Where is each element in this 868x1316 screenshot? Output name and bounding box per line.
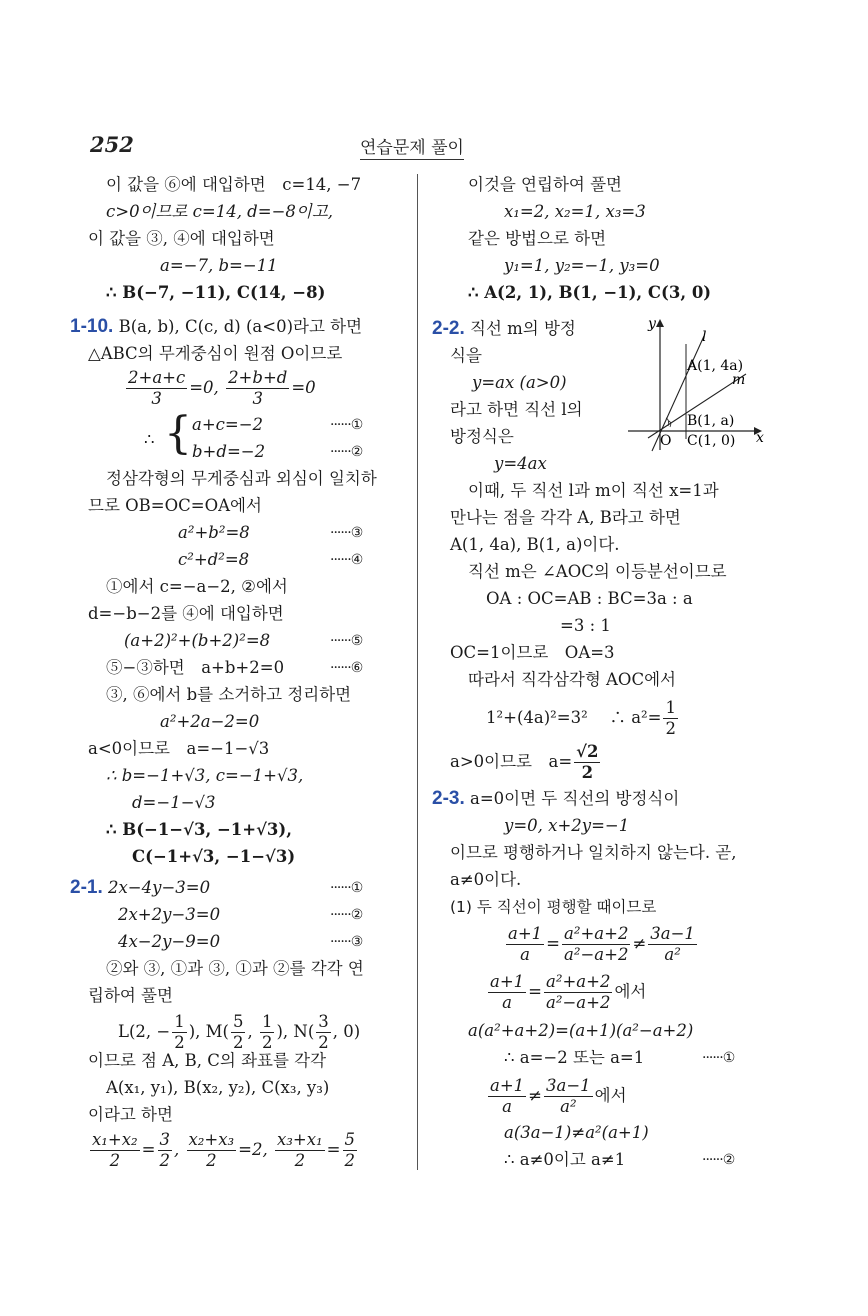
eq-ref: ······④ — [330, 552, 363, 568]
text-line: OC=1이므로 OA=3 — [450, 643, 615, 662]
fraction-equation: $\frac{a+1}{a}$ = $\frac{\text{a²+a+2}}{\text{a²−a+2}}$ 에서 — [490, 972, 647, 1012]
point-c-label: C(1, 0) — [687, 433, 736, 449]
page-title: 연습문제 풀이 — [360, 133, 464, 160]
math-line: y=4ax — [494, 454, 547, 473]
text-line: 만나는 점을 각각 A, B라고 하면 — [450, 508, 681, 527]
text-line: B(a, b), C(c, d) (a<0)라고 하면 — [118, 317, 363, 336]
answer-line: ∴ A(2, 1), B(1, −1), C(3, 0) — [468, 283, 712, 302]
fraction-equation: $\frac{a+1}{a}$ ≠ $\frac{3a-1}{\text{a²}}$ 에서 — [490, 1076, 627, 1116]
text-line: △ABC의 무게중심이 원점 O이므로 — [88, 344, 343, 363]
math-line: x₁=2, x₂=1, x₃=3 — [504, 202, 646, 221]
eq-ref: ······⑤ — [330, 633, 363, 649]
problem-number: 1-10. — [70, 316, 114, 337]
math-line: c²+d²=8 — [178, 550, 250, 569]
math-line: a(3a−1)≠a²(a+1) — [504, 1123, 649, 1142]
text-line: 정삼각형의 무게중심과 외심이 일치하 — [106, 469, 377, 488]
page-number: 252 — [90, 132, 134, 157]
text-line: 이라고 하면 — [88, 1105, 173, 1124]
math-line: a²+b²=8 — [178, 523, 250, 542]
answer-line: ∴ B(−1−√3, −1+√3), — [106, 820, 292, 839]
x-axis-label: x — [756, 430, 764, 446]
text-line: ⑤−③하면 a+b+2=0 — [106, 658, 285, 677]
origin-label: O — [660, 433, 672, 449]
math-line: y₁=1, y₂=−1, y₃=0 — [504, 256, 660, 275]
text-line: ②와 ③, ①과 ③, ①과 ②를 각각 연 — [106, 959, 364, 978]
math-line: a=−7, b=−11 — [160, 256, 278, 275]
answer-line: C(−1+√3, −1−√3) — [132, 847, 296, 866]
math-line: 1²+(4a)²=3² ∴ a²= $\frac{1}{2}$ — [486, 698, 676, 738]
fraction: $\frac{2+a+c}{3}$ — [128, 368, 186, 408]
line-l-label: l — [702, 329, 707, 345]
text-line: 라고 하면 직선 l의 — [450, 400, 583, 419]
answer-line: ∴ B(−7, −11), C(14, −8) — [106, 283, 326, 302]
text-line: 이 값을 ③, ④에 대입하면 — [88, 229, 275, 248]
fraction: $\frac{3}{2}$ — [318, 1012, 329, 1052]
midpoint-line: L(2, − $\frac{1}{2}$ ), M( $\frac{5}{2}$ , $\frac{1}{2}$ ), N( $\frac{3}{2}$ , 0) — [118, 1012, 361, 1052]
math-line: 2x−4y−3=0 — [108, 878, 211, 897]
math-line: =3 : 1 — [560, 616, 611, 635]
eq-ref: ······③ — [330, 934, 363, 950]
math-line: y=ax (a>0) — [472, 373, 567, 392]
problem-number: 2-1. — [70, 877, 103, 898]
text-line: a=0이면 두 직선의 방정식이 — [470, 789, 680, 808]
fraction-equation: $\frac{\text{x₁+x₂}}{2}$ = $\frac{3}{2}$ , $\frac{\text{x₂+x₃}}{2}$ =2, $\frac{\text{x₃+x₁}}{2}$ = $\frac{5}{2}$ — [92, 1130, 355, 1170]
text-line: 므로 OB=OC=OA에서 — [88, 496, 262, 515]
text-line: 방정식은 — [450, 427, 514, 446]
text-line: a≠0이다. — [450, 870, 522, 889]
text-line: A(1, 4a), B(1, a)이다. — [450, 535, 620, 554]
text-line: 이 값을 ⑥에 대입하면 c=14, −7 — [106, 175, 362, 194]
math-line: d=−1−√3 — [132, 793, 216, 812]
math-line: (a+2)²+(b+2)²=8 — [124, 631, 271, 650]
fraction: $\frac{1}{2}$ — [261, 1012, 273, 1052]
text-line: a<0이므로 a=−1−√3 — [88, 739, 270, 758]
y-axis-label: y — [648, 316, 656, 332]
fraction: $\frac{2+b+d}{3}$ — [228, 368, 288, 408]
math-line: A(x₁, y₁), B(x₂, y₂), C(x₃, y₃) — [106, 1078, 330, 1097]
math-line: ∴ b=−1+√3, c=−1+√3, — [106, 766, 304, 785]
text-line: 식을 — [450, 346, 482, 365]
fraction: $\frac{1}{2}$ — [174, 1012, 185, 1052]
point-b-label: B(1, a) — [687, 413, 735, 429]
eq-ref: ······⑥ — [330, 660, 363, 676]
eq-ref: ······② — [702, 1152, 735, 1168]
fraction-equation: $\frac{2+a+c}{3}$ =0, $\frac{2+b+d}{3}$ =0 — [128, 368, 316, 408]
text-line: (1) 두 직선이 평행할 때이므로 — [450, 898, 657, 916]
problem-2-3 — [432, 788, 679, 810]
graph-lines-l-m — [628, 314, 770, 452]
point-a-label: A(1, 4a) — [687, 358, 744, 374]
math-line: a(a²+a+2)=(a+1)(a²−a+2) — [468, 1021, 694, 1040]
math-line: a>0이므로 a= $\frac{√2}{2}$ — [450, 742, 599, 782]
problem-number: 2-2. — [432, 318, 465, 339]
therefore-symbol: ∴ — [144, 430, 155, 449]
math-line: 2x+2y−3=0 — [118, 905, 221, 924]
text-line: 직선 m의 방정 — [470, 319, 576, 338]
column-divider — [417, 174, 418, 1170]
ratio-line: OA : OC=AB : BC=3a : a — [486, 589, 693, 608]
system-brace: { — [164, 408, 192, 459]
system-eq-1: a+c=−2 — [192, 415, 264, 434]
math-line: ∴ a=−2 또는 a=1 — [504, 1048, 645, 1067]
eq-ref: ······① — [702, 1050, 735, 1066]
fraction: $\frac{1}{2}$ — [665, 698, 676, 738]
text-line: 같은 방법으로 하면 — [468, 229, 607, 248]
math-line: a²+2a−2=0 — [160, 712, 260, 731]
problem-1-10 — [70, 316, 362, 338]
problem-number: 2-3. — [432, 788, 465, 809]
text-line: ③, ⑥에서 b를 소거하고 정리하면 — [106, 685, 352, 704]
fraction-equation: $\frac{a+1}{a}$ = $\frac{\text{a²+a+2}}{\text{a²−a+2}}$ ≠ $\frac{3a-1}{\text{a²}}$ — [508, 924, 695, 964]
math-line: 4x−2y−9=0 — [118, 932, 221, 951]
text-line: 이므로 점 A, B, C의 좌표를 각각 — [88, 1051, 327, 1070]
text-line: 이것을 연립하여 풀면 — [468, 175, 622, 194]
text-line: 이때, 두 직선 l과 m이 직선 x=1과 — [468, 481, 719, 500]
text-line: d=−b−2를 ④에 대입하면 — [88, 604, 284, 623]
text-line: 이므로 평행하거나 일치하지 않는다. 곧, — [450, 843, 737, 862]
problem-2-2 — [432, 318, 576, 340]
math-line: ∴ a≠0이고 a≠1 — [504, 1150, 626, 1169]
text-line: 따라서 직각삼각형 AOC에서 — [468, 670, 676, 689]
eq-ref: ······① — [330, 880, 363, 896]
system-eq-2: b+d=−2 — [192, 442, 266, 461]
text-line: c>0이므로 c=14, d=−8이고, — [106, 202, 334, 221]
eq-ref: ······① — [330, 417, 363, 433]
problem-2-1 — [70, 877, 210, 899]
line-m-label: m — [732, 372, 746, 388]
eq-ref: ······② — [330, 444, 363, 460]
text-line: ①에서 c=−a−2, ②에서 — [106, 577, 288, 596]
fraction: $\frac{5}{2}$ — [232, 1012, 244, 1052]
math-line: y=0, x+2y=−1 — [504, 816, 630, 835]
eq-ref: ······② — [330, 907, 363, 923]
text-line: 직선 m은 ∠AOC의 이등분선이므로 — [468, 562, 727, 581]
fraction: $\frac{√2}{2}$ — [576, 742, 599, 782]
eq-ref: ······③ — [330, 525, 363, 541]
text-line: 립하여 풀면 — [88, 986, 173, 1005]
